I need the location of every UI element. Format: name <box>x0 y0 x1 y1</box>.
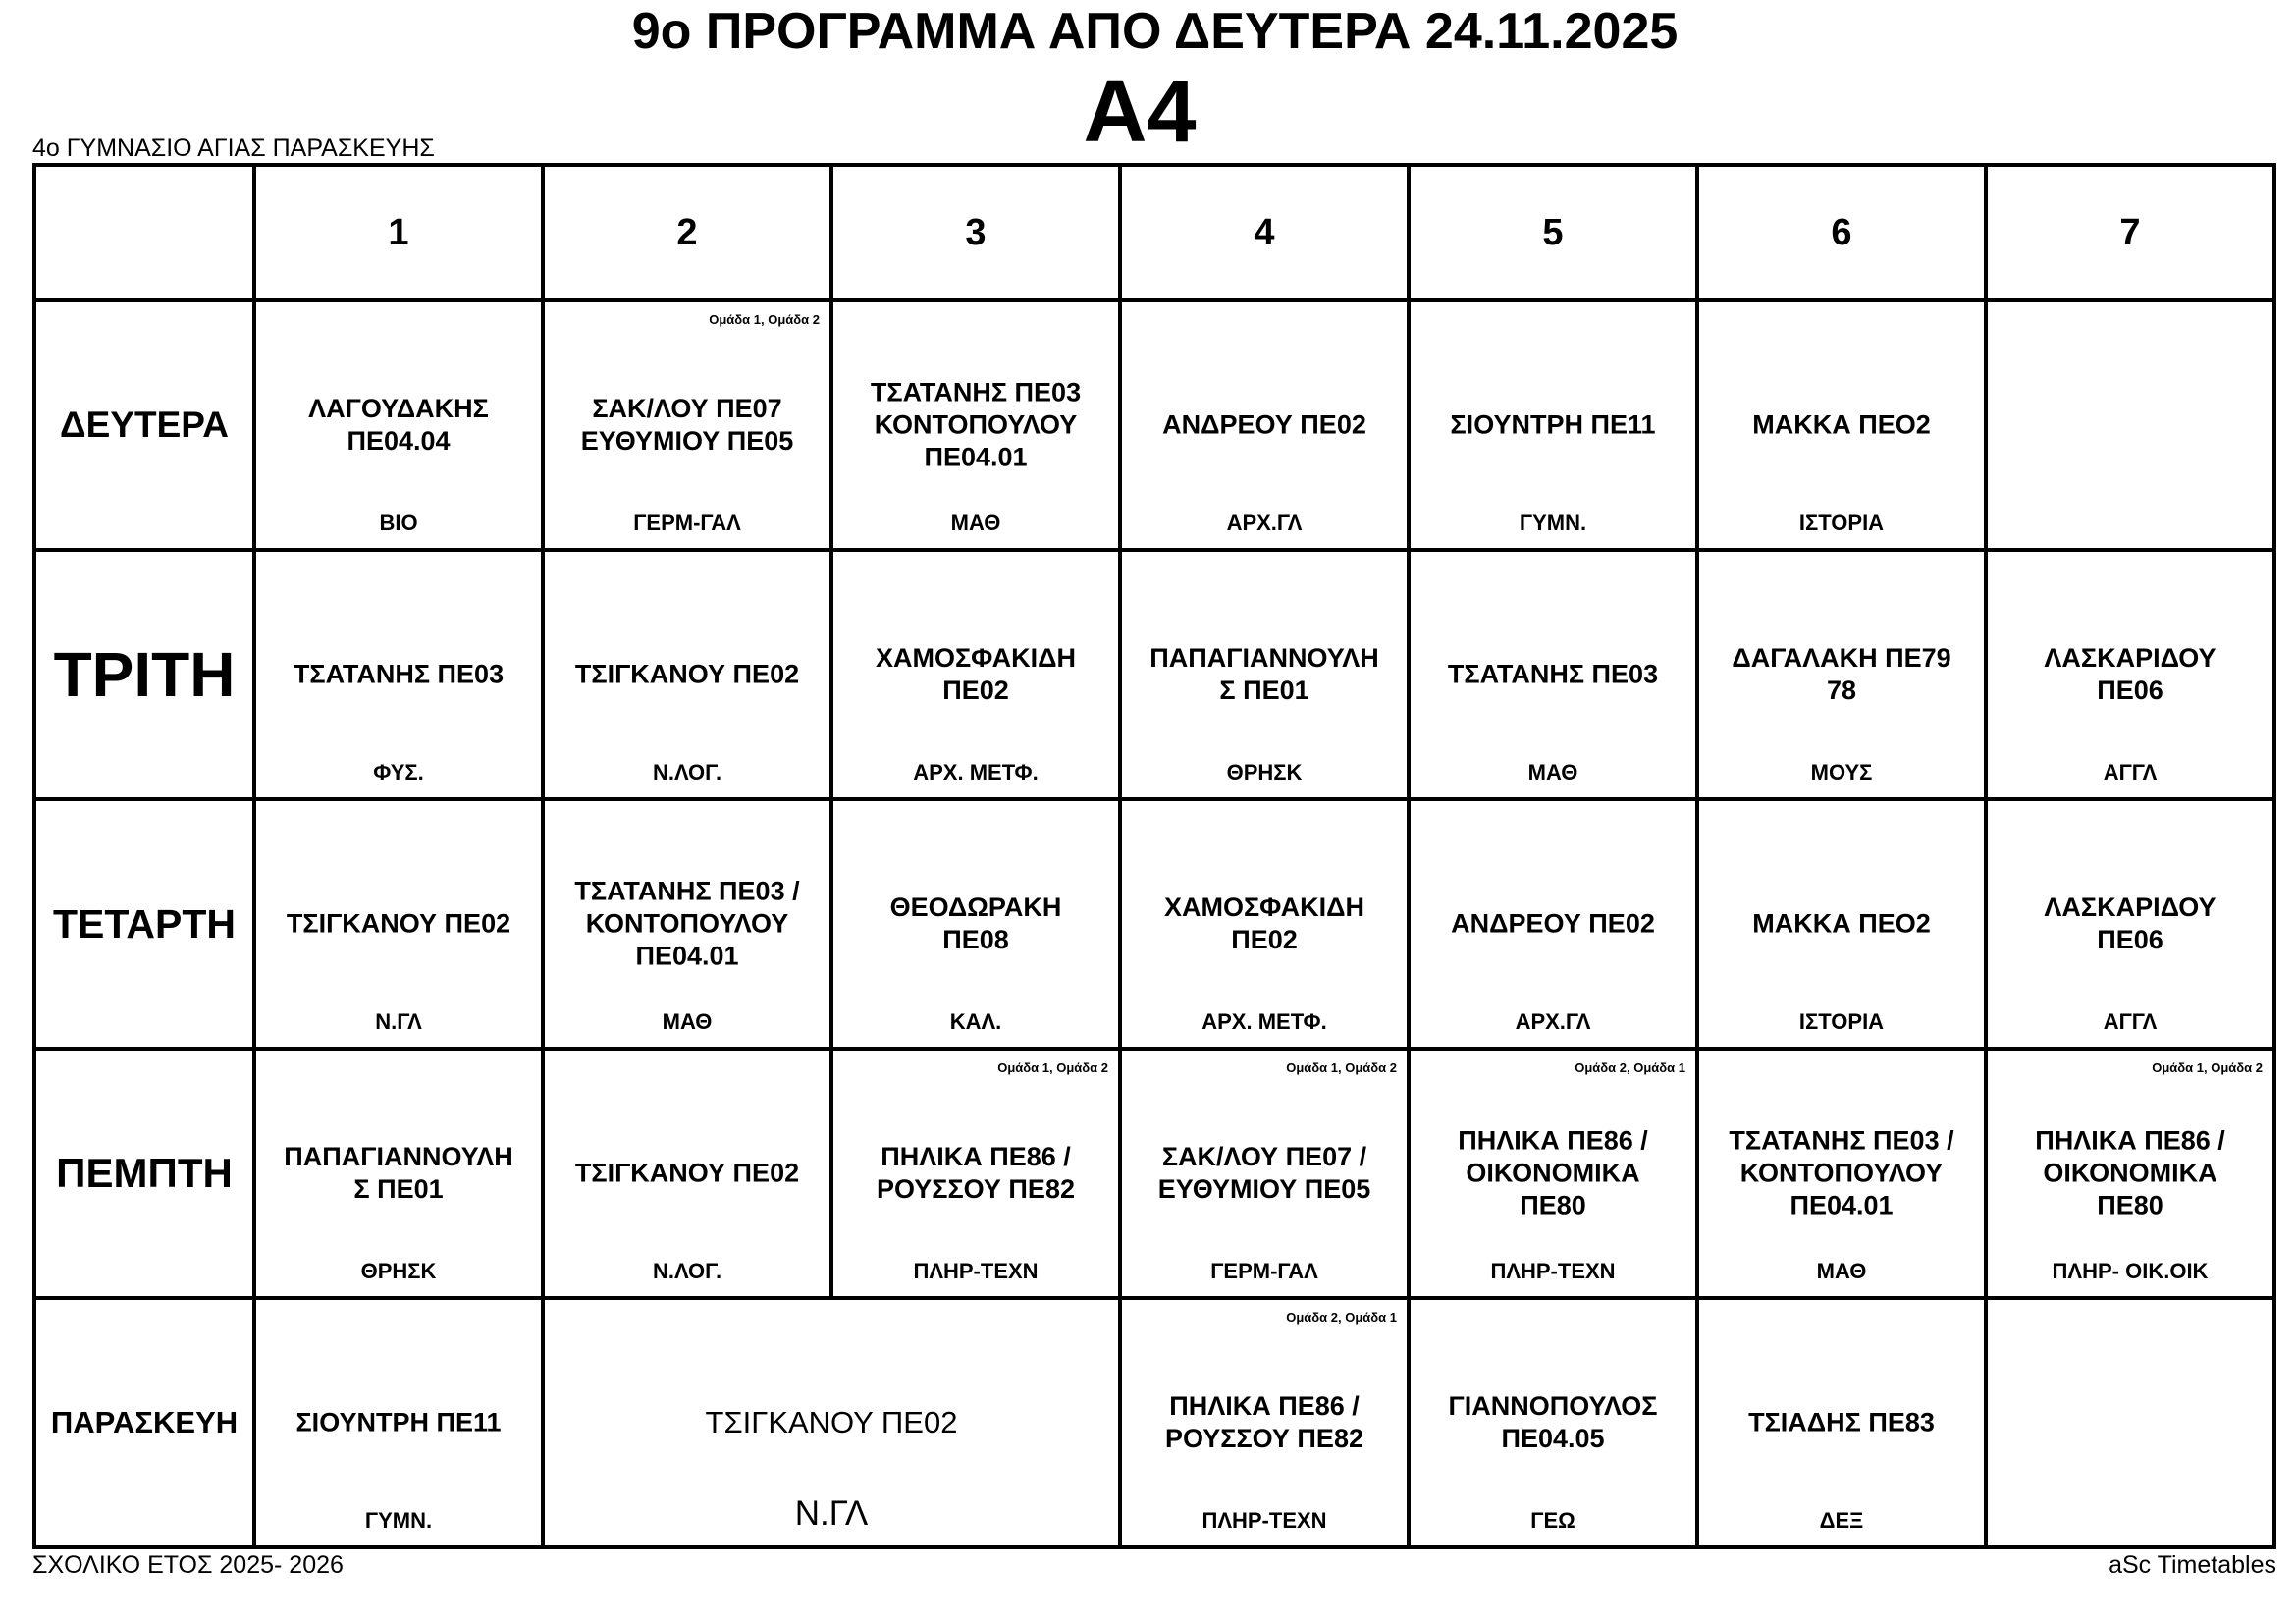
lesson-wednesday-p3 <box>833 801 1118 1047</box>
lesson-thursday-p2 <box>545 1051 829 1296</box>
lesson-thursday-p4 <box>1122 1051 1407 1296</box>
lesson-thursday-p7 <box>1988 1051 2272 1296</box>
teacher-name: ΤΣΑΤΑΝΗΣ ΠΕ03 <box>1447 659 1659 689</box>
lesson-tuesday-p5 <box>1411 552 1695 797</box>
day-label-wednesday: ΤΕΤΑΡΤΗ <box>36 801 252 1047</box>
teacher-name: ΑΝΔΡΕΟΥ ΠΕ02 <box>1451 908 1655 939</box>
lesson-tuesday-p7 <box>1988 552 2272 797</box>
teacher-name: ΠΗΛΙΚΑ ΠΕ86 / ΡΟΥΣΣΟΥ ΠΕ82 <box>877 1142 1075 1204</box>
group-label: Ομάδα 1, Ομάδα 2 <box>997 1060 1108 1075</box>
subject-name: ΦΥΣ. <box>373 760 424 785</box>
lesson-wednesday-p7 <box>1988 801 2272 1047</box>
subject-name: ΓΥΜΝ. <box>364 1508 433 1533</box>
school-year: ΣΧΟΛΙΚΟ ΕΤΟΣ 2025- 2026 <box>32 1551 344 1579</box>
period-header-6: 6 <box>1699 167 1984 298</box>
subject-name: ΑΡΧ. ΜΕΤΦ. <box>913 760 1039 785</box>
teacher-name: ΠΑΠΑΓΙΑΝΝΟΥΛΗ Σ ΠΕ01 <box>1149 643 1379 705</box>
teacher-name: ΣΙΟΥΝΤΡΗ ΠΕ11 <box>1450 409 1656 440</box>
lesson-tuesday-p1 <box>256 552 541 797</box>
group-label: Ομάδα 2, Ομάδα 1 <box>1286 1310 1397 1325</box>
subject-name: ΠΛΗΡ-ΤΕΧΝ <box>1490 1259 1616 1283</box>
day-label-monday: ΔΕΥΤΕΡΑ <box>36 302 252 548</box>
teacher-name: ΜΑΚΚΑ ΠΕΟ2 <box>1752 409 1931 440</box>
teacher-name: ΠΗΛΙΚΑ ΠΕ86 / ΟΙΚΟΝΟΜΙΚΑ ΠΕ80 <box>1458 1125 1648 1220</box>
teacher-name: ΧΑΜΟΣΦΑΚΙΔΗ ΠΕ02 <box>875 643 1077 705</box>
timetable-title: 9ο ΠΡΟΓΡΑΜΜΑ ΑΠΟ ΔΕΥΤΕΡΑ 24.11.2025 <box>631 3 1679 60</box>
period-header-3: 3 <box>833 167 1118 298</box>
teacher-name: ΤΣΙΑΔΗΣ ΠΕ83 <box>1748 1407 1935 1437</box>
lesson-friday-p4 <box>1122 1300 1407 1545</box>
subject-name: Ν.ΓΛ <box>794 1494 869 1533</box>
teacher-name: ΛΑΣΚΑΡΙΔΟΥ ΠΕ06 <box>2044 893 2216 954</box>
subject-name: ΜΑΘ <box>1816 1259 1867 1283</box>
lesson-tuesday-p6 <box>1699 552 1984 797</box>
subject-name: ΘΡΗΣΚ <box>360 1259 437 1283</box>
lesson-monday-p1 <box>256 302 541 548</box>
subject-name: ΒΙΟ <box>379 511 418 535</box>
lesson-monday-p4 <box>1122 302 1407 548</box>
subject-name: Ν.ΓΛ <box>375 1009 422 1034</box>
lesson-wednesday-p4 <box>1122 801 1407 1047</box>
lesson-friday-p5 <box>1411 1300 1695 1545</box>
subject-name: ΓΕΩ <box>1530 1508 1575 1533</box>
lesson-monday-p5 <box>1411 302 1695 548</box>
lesson-thursday-p5 <box>1411 1051 1695 1296</box>
teacher-name: ΤΣΑΤΑΝΗΣ ΠΕ03 ΚΟΝΤΟΠΟΥΛΟΥ ΠΕ04.01 <box>870 377 1082 472</box>
subject-name: ΠΛΗΡ-ΤΕΧΝ <box>913 1259 1039 1283</box>
lesson-monday-p2 <box>545 302 829 548</box>
teacher-name: ΣΑΚ/ΛΟΥ ΠΕ07 ΕΥΘΥΜΙΟΥ ΠΕ05 <box>580 394 794 456</box>
teacher-name: ΓΙΑΝΝΟΠΟΥΛΟΣ ΠΕ04.05 <box>1448 1391 1658 1453</box>
teacher-name: ΣΑΚ/ΛΟΥ ΠΕ07 / ΕΥΘΥΜΙΟΥ ΠΕ05 <box>1157 1142 1371 1204</box>
lesson-tuesday-p4 <box>1122 552 1407 797</box>
lesson-wednesday-p5 <box>1411 801 1695 1047</box>
day-label-tuesday: ΤΡΙΤΗ <box>36 552 252 797</box>
lesson-wednesday-p1 <box>256 801 541 1047</box>
lesson-friday-p1 <box>256 1300 541 1545</box>
teacher-name: ΠΗΛΙΚΑ ΠΕ86 / ΟΙΚΟΝΟΜΙΚΑ ΠΕ80 <box>2035 1125 2225 1220</box>
period-header-7: 7 <box>1988 167 2272 298</box>
teacher-name: ΛΑΣΚΑΡΙΔΟΥ ΠΕ06 <box>2044 643 2216 705</box>
teacher-name: ΔΑΓΑΛΑΚΗ ΠΕ79 78 <box>1732 643 1951 705</box>
subject-name: ΜΑΘ <box>1527 760 1578 785</box>
subject-name: ΓΕΡΜ-ΓΑΛ <box>1210 1259 1318 1283</box>
period-header-1: 1 <box>256 167 541 298</box>
subject-name: Ν.ΛΟΓ. <box>652 1259 722 1283</box>
teacher-name: ΤΣΙΓΚΑΝΟΥ ΠΕ02 <box>705 1405 958 1439</box>
period-header-2: 2 <box>545 167 829 298</box>
period-header-4: 4 <box>1122 167 1407 298</box>
group-label: Ομάδα 1, Ομάδα 2 <box>709 312 820 327</box>
subject-name: ΜΟΥΣ <box>1810 760 1873 785</box>
teacher-name: ΤΣΙΓΚΑΝΟΥ ΠΕ02 <box>574 659 800 689</box>
period-header-5: 5 <box>1411 167 1695 298</box>
group-label: Ομάδα 1, Ομάδα 2 <box>1286 1060 1397 1075</box>
lesson-wednesday-p2 <box>545 801 829 1047</box>
teacher-name: ΜΑΚΚΑ ΠΕΟ2 <box>1752 908 1931 939</box>
subject-name: ΜΑΘ <box>662 1009 713 1034</box>
subject-name: ΑΓΓΛ <box>2103 760 2158 785</box>
subject-name: ΑΓΓΛ <box>2103 1009 2158 1034</box>
subject-name: ΠΛΗΡ-ΤΕΧΝ <box>1201 1508 1327 1533</box>
subject-name: ΚΑΛ. <box>949 1009 1002 1034</box>
teacher-name: ΤΣΙΓΚΑΝΟΥ ΠΕ02 <box>286 908 511 939</box>
lesson-thursday-p1 <box>256 1051 541 1296</box>
lesson-wednesday-p6 <box>1699 801 1984 1047</box>
teacher-name: ΑΝΔΡΕΟΥ ΠΕ02 <box>1162 409 1366 440</box>
teacher-name: ΘΕΟΔΩΡΑΚΗ ΠΕ08 <box>889 893 1062 954</box>
lesson-thursday-p6 <box>1699 1051 1984 1296</box>
corner-cell <box>36 167 252 298</box>
empty-cell <box>1988 1300 2272 1545</box>
subject-name: ΑΡΧ.ΓΛ <box>1515 1009 1591 1034</box>
lesson-monday-p6 <box>1699 302 1984 548</box>
empty-cell <box>1988 302 2272 548</box>
subject-name: Ν.ΛΟΓ. <box>652 760 722 785</box>
subject-name: ΙΣΤΟΡΙΑ <box>1798 511 1885 535</box>
teacher-name: ΧΑΜΟΣΦΑΚΙΔΗ ΠΕ02 <box>1163 893 1365 954</box>
lesson-tuesday-p2 <box>545 552 829 797</box>
teacher-name: ΤΣΑΤΑΝΗΣ ΠΕ03 / ΚΟΝΤΟΠΟΥΛΟΥ ΠΕ04.01 <box>1729 1125 1954 1220</box>
timetable-grid <box>32 163 2276 1549</box>
subject-name: ΔΕΞ <box>1819 1508 1864 1533</box>
group-label: Ομάδα 2, Ομάδα 1 <box>1575 1060 1685 1075</box>
teacher-name: ΤΣΙΓΚΑΝΟΥ ΠΕ02 <box>574 1158 800 1188</box>
teacher-name: ΠΗΛΙΚΑ ΠΕ86 / ΡΟΥΣΣΟΥ ΠΕ82 <box>1165 1391 1363 1453</box>
lesson-tuesday-p3 <box>833 552 1118 797</box>
lesson-friday-p2-p3 <box>545 1300 1118 1545</box>
day-label-thursday: ΠΕΜΠΤΗ <box>36 1051 252 1296</box>
subject-name: ΘΡΗΣΚ <box>1226 760 1303 785</box>
subject-name: ΑΡΧ. ΜΕΤΦ. <box>1201 1009 1327 1034</box>
school-name: 4ο ΓΥΜΝΑΣΙΟ ΑΓΙΑΣ ΠΑΡΑΣΚΕΥΗΣ <box>32 135 435 162</box>
software-credit: aSc Timetables <box>2109 1551 2276 1579</box>
lesson-friday-p6 <box>1699 1300 1984 1545</box>
teacher-name: ΛΑΓΟΥΔΑΚΗΣ ΠΕ04.04 <box>308 394 489 456</box>
teacher-name: ΣΙΟΥΝΤΡΗ ΠΕ11 <box>295 1407 502 1437</box>
lesson-thursday-p3 <box>833 1051 1118 1296</box>
group-label: Ομάδα 1, Ομάδα 2 <box>2152 1060 2263 1075</box>
lesson-monday-p3 <box>833 302 1118 548</box>
subject-name: ΓΕΡΜ-ΓΑΛ <box>633 511 741 535</box>
teacher-name: ΤΣΑΤΑΝΗΣ ΠΕ03 / ΚΟΝΤΟΠΟΥΛΟΥ ΠΕ04.01 <box>574 876 800 971</box>
subject-name: ΑΡΧ.ΓΛ <box>1226 511 1303 535</box>
teacher-name: ΠΑΠΑΓΙΑΝΝΟΥΛΗ Σ ΠΕ01 <box>284 1142 513 1204</box>
class-name: Α4 <box>1083 63 1197 161</box>
day-label-friday: ΠΑΡΑΣΚΕΥΗ <box>36 1300 252 1545</box>
teacher-name: ΤΣΑΤΑΝΗΣ ΠΕ03 <box>293 659 505 689</box>
subject-name: ΓΥΜΝ. <box>1519 511 1587 535</box>
subject-name: ΜΑΘ <box>950 511 1001 535</box>
subject-name: ΙΣΤΟΡΙΑ <box>1798 1009 1885 1034</box>
subject-name: ΠΛΗΡ- ΟΙΚ.ΟΙΚ <box>2052 1259 2209 1283</box>
